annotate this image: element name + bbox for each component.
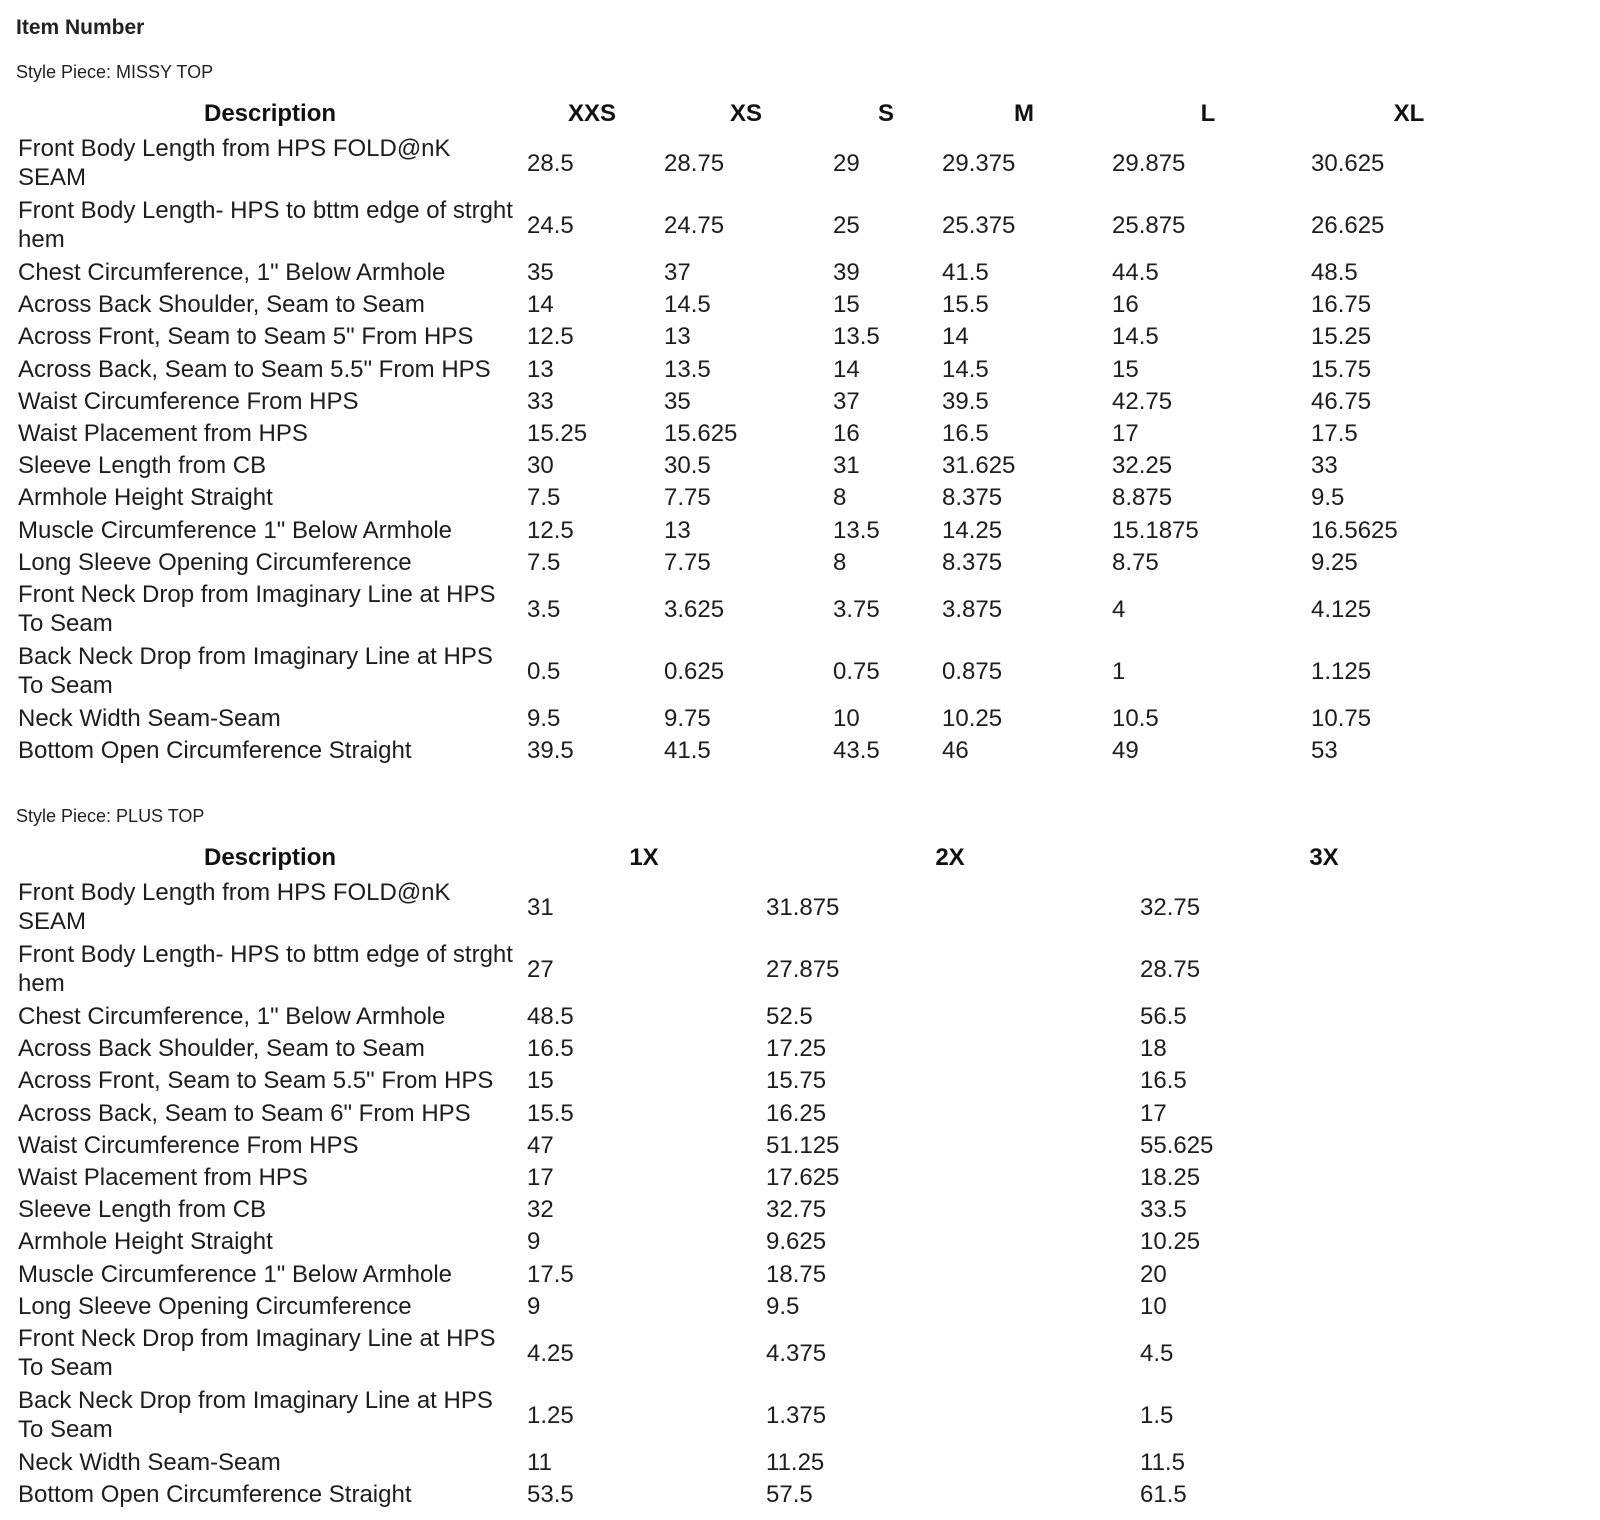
measurement-cell: 17 <box>1112 420 1139 447</box>
measurement-cell: 13 <box>527 355 554 383</box>
measurement-cell: 16.5625 <box>1311 516 1398 544</box>
row-description: Across Back Shoulder, Seam to Seam <box>18 1035 425 1063</box>
measurement-cell: 17 <box>1140 1099 1167 1127</box>
measurement-cell: 52.5 <box>766 1003 813 1030</box>
measurement-cell: 12.5 <box>527 323 574 351</box>
row-description: Back Neck Drop from Imaginary Line at HPS To Seam <box>18 1387 493 1443</box>
row-description: Waist Placement from HPS <box>18 1164 308 1191</box>
table-row <box>0 483 1600 512</box>
measurement-cell: 31 <box>527 893 554 921</box>
measurement-cell: 28.5 <box>527 149 574 177</box>
measurement-cell: 29.875 <box>1112 149 1186 177</box>
table-row <box>0 355 1600 384</box>
measurement-cell: 15 <box>527 1067 554 1095</box>
row-description: Front Neck Drop from Imaginary Line at HPS To Seam <box>18 581 496 637</box>
row-description: Armhole Height Straight <box>18 484 273 512</box>
measurement-cell: 31 <box>833 452 860 480</box>
measurement-cell: 61.5 <box>1140 1481 1187 1509</box>
measurement-cell: 39.5 <box>527 737 574 765</box>
measurement-cell: 14.5 <box>942 355 989 383</box>
measurement-cell: 8 <box>833 548 847 576</box>
measurement-cell: 53 <box>1311 737 1338 765</box>
measurement-cell: 30.5 <box>664 452 711 480</box>
measurement-cell: 16.25 <box>766 1099 827 1127</box>
row-description: Neck Width Seam-Seam <box>18 705 281 732</box>
measurement-cell: 8.375 <box>942 484 1003 512</box>
measurement-cell: 31.875 <box>766 893 840 921</box>
measurement-cell: 9 <box>527 1228 541 1256</box>
measurement-cell: 1.125 <box>1311 657 1372 685</box>
measurement-cell: 42.75 <box>1112 387 1173 415</box>
measurement-cell: 10 <box>1140 1292 1167 1320</box>
measurement-cell: 3.5 <box>527 595 561 623</box>
measurement-cell: 3.625 <box>664 595 725 623</box>
table-row <box>0 1227 1600 1256</box>
measurement-cell: 28.75 <box>664 149 725 177</box>
measurement-cell: 17 <box>527 1164 554 1191</box>
measurement-cell: 47 <box>527 1131 554 1159</box>
measurement-cell: 9 <box>527 1292 541 1320</box>
measurement-cell: 37 <box>833 387 860 415</box>
measurement-cell: 9.5 <box>1311 484 1345 512</box>
row-description: Across Back, Seam to Seam 5.5" From HPS <box>18 355 491 383</box>
row-description: Sleeve Length from CB <box>18 452 267 480</box>
measurement-cell: 41.5 <box>664 737 711 765</box>
table-row <box>0 196 1600 254</box>
measurement-cell: 1 <box>1112 657 1126 685</box>
row-description: Long Sleeve Opening Circumference <box>18 1292 412 1320</box>
measurement-cell: 11.25 <box>766 1449 825 1476</box>
table-row <box>0 451 1600 480</box>
measurement-cell: 14.25 <box>942 516 1003 544</box>
measurement-cell: 48.5 <box>527 1003 574 1030</box>
measurement-cell: 9.25 <box>1311 548 1358 576</box>
column-header-description: Description <box>203 844 337 871</box>
measurement-cell: 3.75 <box>833 595 880 623</box>
measurement-cell: 14 <box>527 291 554 319</box>
column-header-description: Description <box>203 100 337 127</box>
measurement-cell: 10.5 <box>1112 705 1159 732</box>
table-row <box>0 736 1600 765</box>
table-row <box>0 580 1600 638</box>
measurement-cell: 43.5 <box>833 737 880 765</box>
measurement-cell: 53.5 <box>527 1481 574 1509</box>
measurement-cell: 29 <box>833 149 860 177</box>
measurement-cell: 4.5 <box>1140 1339 1174 1367</box>
measurement-cell: 18.75 <box>766 1260 827 1288</box>
measurement-cell: 46.75 <box>1311 387 1372 415</box>
measurement-cell: 15.25 <box>1311 323 1372 351</box>
measurement-cell: 39.5 <box>942 387 989 415</box>
table-row <box>0 1034 1600 1063</box>
measurement-cell: 32.25 <box>1112 452 1173 480</box>
column-header-3x: 3X <box>1309 844 1339 871</box>
column-header-xs: XS <box>729 100 763 127</box>
measurement-cell: 16 <box>833 420 860 447</box>
measurement-cell: 49 <box>1112 737 1139 765</box>
measurement-cell: 0.75 <box>833 657 880 685</box>
measurement-cell: 15 <box>1112 355 1139 383</box>
measurement-cell: 1.25 <box>527 1401 574 1429</box>
measurement-cell: 10.25 <box>1140 1228 1201 1256</box>
measurement-cell: 44.5 <box>1112 259 1159 286</box>
measurement-cell: 15.5 <box>527 1099 574 1127</box>
column-header-2x: 2X <box>935 844 965 871</box>
measurement-cell: 1.375 <box>766 1401 827 1429</box>
row-description: Muscle Circumference 1" Below Armhole <box>18 1260 453 1288</box>
measurement-cell: 46 <box>942 737 969 765</box>
measurement-cell: 10.75 <box>1311 705 1372 732</box>
column-header-1x: 1X <box>629 844 659 871</box>
measurement-cell: 14 <box>942 323 969 351</box>
measurement-cell: 7.75 <box>664 548 711 576</box>
measurement-cell: 0.625 <box>664 657 725 685</box>
row-description: Front Body Length- HPS to bttm edge of strght hem <box>18 197 513 253</box>
measurement-cell: 13 <box>664 323 691 351</box>
row-description: Muscle Circumference 1" Below Armhole <box>18 516 453 544</box>
measurement-cell: 27.875 <box>766 955 840 983</box>
measurement-cell: 4.125 <box>1311 595 1372 623</box>
measurement-cell: 8.875 <box>1112 484 1173 512</box>
measurement-cell: 11 <box>527 1449 552 1476</box>
measurement-cell: 31.625 <box>942 452 1016 480</box>
measurement-cell: 17.25 <box>766 1035 827 1063</box>
table-row <box>0 1131 1600 1160</box>
measurement-cell: 10 <box>833 705 860 732</box>
row-description: Front Body Length from HPS FOLD@nK SEAM <box>18 879 451 935</box>
measurement-cell: 16 <box>1112 291 1139 319</box>
measurement-cell: 35 <box>664 387 691 415</box>
table-row <box>0 258 1600 287</box>
table-row <box>0 548 1600 577</box>
row-description: Waist Circumference From HPS <box>18 387 359 415</box>
measurement-cell: 41.5 <box>942 259 989 286</box>
measurement-cell: 18.25 <box>1140 1164 1201 1191</box>
table-row <box>0 1163 1600 1192</box>
measurement-cell: 7.5 <box>527 548 561 576</box>
row-description: Across Front, Seam to Seam 5" From HPS <box>18 323 474 351</box>
measurement-cell: 11.5 <box>1140 1449 1185 1476</box>
measurement-cell: 25.375 <box>942 211 1016 239</box>
measurement-cell: 13.5 <box>664 355 711 383</box>
measurement-cell: 14.5 <box>1112 323 1159 351</box>
row-description: Long Sleeve Opening Circumference <box>18 548 412 576</box>
measurement-cell: 9.5 <box>527 705 561 732</box>
row-description: Bottom Open Circumference Straight <box>18 737 412 765</box>
table-row <box>0 1099 1600 1128</box>
measurement-cell: 4 <box>1112 595 1126 623</box>
measurement-cell: 26.625 <box>1311 211 1385 239</box>
measurement-cell: 0.5 <box>527 657 561 685</box>
measurement-cell: 32 <box>527 1196 554 1224</box>
item-number-heading: Item Number <box>16 16 145 39</box>
table-row <box>0 516 1600 545</box>
measurement-cell: 3.875 <box>942 595 1003 623</box>
measurement-cell: 20 <box>1140 1260 1167 1288</box>
row-description: Across Back, Seam to Seam 6" From HPS <box>18 1099 471 1127</box>
table-row <box>0 642 1600 700</box>
row-description: Back Neck Drop from Imaginary Line at HPS To Seam <box>18 643 493 699</box>
measurement-cell: 15.25 <box>527 420 588 447</box>
row-description: Armhole Height Straight <box>18 1228 273 1256</box>
table-row <box>0 1195 1600 1224</box>
measurement-cell: 10.25 <box>942 705 1003 732</box>
table-row <box>0 419 1600 448</box>
table-row <box>0 1002 1600 1031</box>
measurement-cell: 28.75 <box>1140 955 1201 983</box>
measurement-cell: 7.75 <box>664 484 711 512</box>
table-row <box>0 1448 1600 1477</box>
measurement-cell: 8.75 <box>1112 548 1159 576</box>
measurement-cell: 8 <box>833 484 847 512</box>
table-row <box>0 940 1600 998</box>
measurement-cell: 9.625 <box>766 1228 827 1256</box>
table-row <box>0 134 1600 192</box>
measurement-cell: 13.5 <box>833 323 880 351</box>
measurement-cell: 27 <box>527 955 554 983</box>
measurement-cell: 37 <box>664 259 691 286</box>
measurement-cell: 14.5 <box>664 291 711 319</box>
measurement-cell: 24.5 <box>527 211 574 239</box>
measurement-cell: 16.5 <box>1140 1067 1187 1095</box>
measurement-cell: 8.375 <box>942 548 1003 576</box>
measurement-cell: 56.5 <box>1140 1003 1187 1030</box>
measurement-cell: 16.5 <box>942 420 989 447</box>
measurement-cell: 33.5 <box>1140 1196 1187 1224</box>
measurement-cell: 48.5 <box>1311 259 1358 286</box>
measurement-cell: 57.5 <box>766 1481 813 1509</box>
measurement-cell: 1.5 <box>1140 1401 1174 1429</box>
measurement-cell: 12.5 <box>527 516 574 544</box>
measurement-cell: 33 <box>527 387 554 415</box>
measurement-cell: 55.625 <box>1140 1131 1214 1159</box>
row-description: Chest Circumference, 1" Below Armhole <box>18 259 446 286</box>
measurement-cell: 29.375 <box>942 149 1016 177</box>
measurement-cell: 15.1875 <box>1112 516 1199 544</box>
row-description: Waist Placement from HPS <box>18 420 308 447</box>
measurement-cell: 30 <box>527 452 554 480</box>
measurement-cell: 9.75 <box>664 705 711 732</box>
column-header-xl: XL <box>1393 100 1425 127</box>
table-row <box>0 704 1600 733</box>
table-row <box>0 1324 1600 1382</box>
measurement-cell: 4.375 <box>766 1339 827 1367</box>
measurement-cell: 7.5 <box>527 484 561 512</box>
row-description: Waist Circumference From HPS <box>18 1131 359 1159</box>
measurement-cell: 4.25 <box>527 1339 574 1367</box>
measurement-cell: 15 <box>833 291 860 319</box>
row-description: Sleeve Length from CB <box>18 1196 267 1224</box>
measurement-cell: 15.75 <box>766 1067 827 1095</box>
measurement-cell: 16.5 <box>527 1035 574 1063</box>
table-row <box>0 1480 1600 1509</box>
row-description: Bottom Open Circumference Straight <box>18 1481 412 1509</box>
row-description: Front Neck Drop from Imaginary Line at HPS To Seam <box>18 1325 496 1381</box>
measurement-cell: 30.625 <box>1311 149 1385 177</box>
table-row <box>0 290 1600 319</box>
measurement-cell: 17.625 <box>766 1164 840 1191</box>
table-row <box>0 1066 1600 1095</box>
measurement-cell: 17.5 <box>527 1260 574 1288</box>
missy-style-piece: Style Piece: MISSY TOP <box>16 62 214 82</box>
measurement-cell: 18 <box>1140 1035 1167 1063</box>
measurement-cell: 51.125 <box>766 1131 840 1159</box>
table-row <box>0 1292 1600 1321</box>
column-header-m: M <box>1014 100 1034 127</box>
plus-style-piece: Style Piece: PLUS TOP <box>16 806 205 826</box>
row-description: Across Back Shoulder, Seam to Seam <box>18 291 425 319</box>
row-description: Chest Circumference, 1" Below Armhole <box>18 1003 446 1030</box>
table-row <box>0 878 1600 936</box>
measurement-cell: 14 <box>833 355 860 383</box>
measurement-cell: 13 <box>664 516 691 544</box>
column-header-s: S <box>877 100 895 127</box>
table-row <box>0 1386 1600 1444</box>
measurement-cell: 25.875 <box>1112 211 1186 239</box>
measurement-cell: 9.5 <box>766 1292 800 1320</box>
column-header-xxs: XXS <box>567 100 617 127</box>
measurement-cell: 32.75 <box>766 1196 827 1224</box>
measurement-cell: 39 <box>833 259 860 286</box>
column-header-l: L <box>1200 100 1216 127</box>
measurement-cell: 16.75 <box>1311 291 1372 319</box>
measurement-cell: 0.875 <box>942 657 1003 685</box>
measurement-cell: 32.75 <box>1140 893 1201 921</box>
measurement-cell: 15.75 <box>1311 355 1372 383</box>
table-row <box>0 322 1600 351</box>
measurement-cell: 33 <box>1311 452 1338 480</box>
measurement-cell: 15.5 <box>942 291 989 319</box>
table-row <box>0 1260 1600 1289</box>
measurement-cell: 25 <box>833 211 860 239</box>
measurement-cell: 24.75 <box>664 211 725 239</box>
measurement-cell: 35 <box>527 259 554 286</box>
measurement-cell: 13.5 <box>833 516 880 544</box>
measurement-cell: 17.5 <box>1311 420 1358 447</box>
row-description: Neck Width Seam-Seam <box>18 1449 281 1476</box>
row-description: Across Front, Seam to Seam 5.5" From HPS <box>18 1067 494 1095</box>
row-description: Front Body Length from HPS FOLD@nK SEAM <box>18 135 451 191</box>
measurement-cell: 15.625 <box>664 420 738 447</box>
row-description: Front Body Length- HPS to bttm edge of strght hem <box>18 941 513 997</box>
table-row <box>0 387 1600 416</box>
